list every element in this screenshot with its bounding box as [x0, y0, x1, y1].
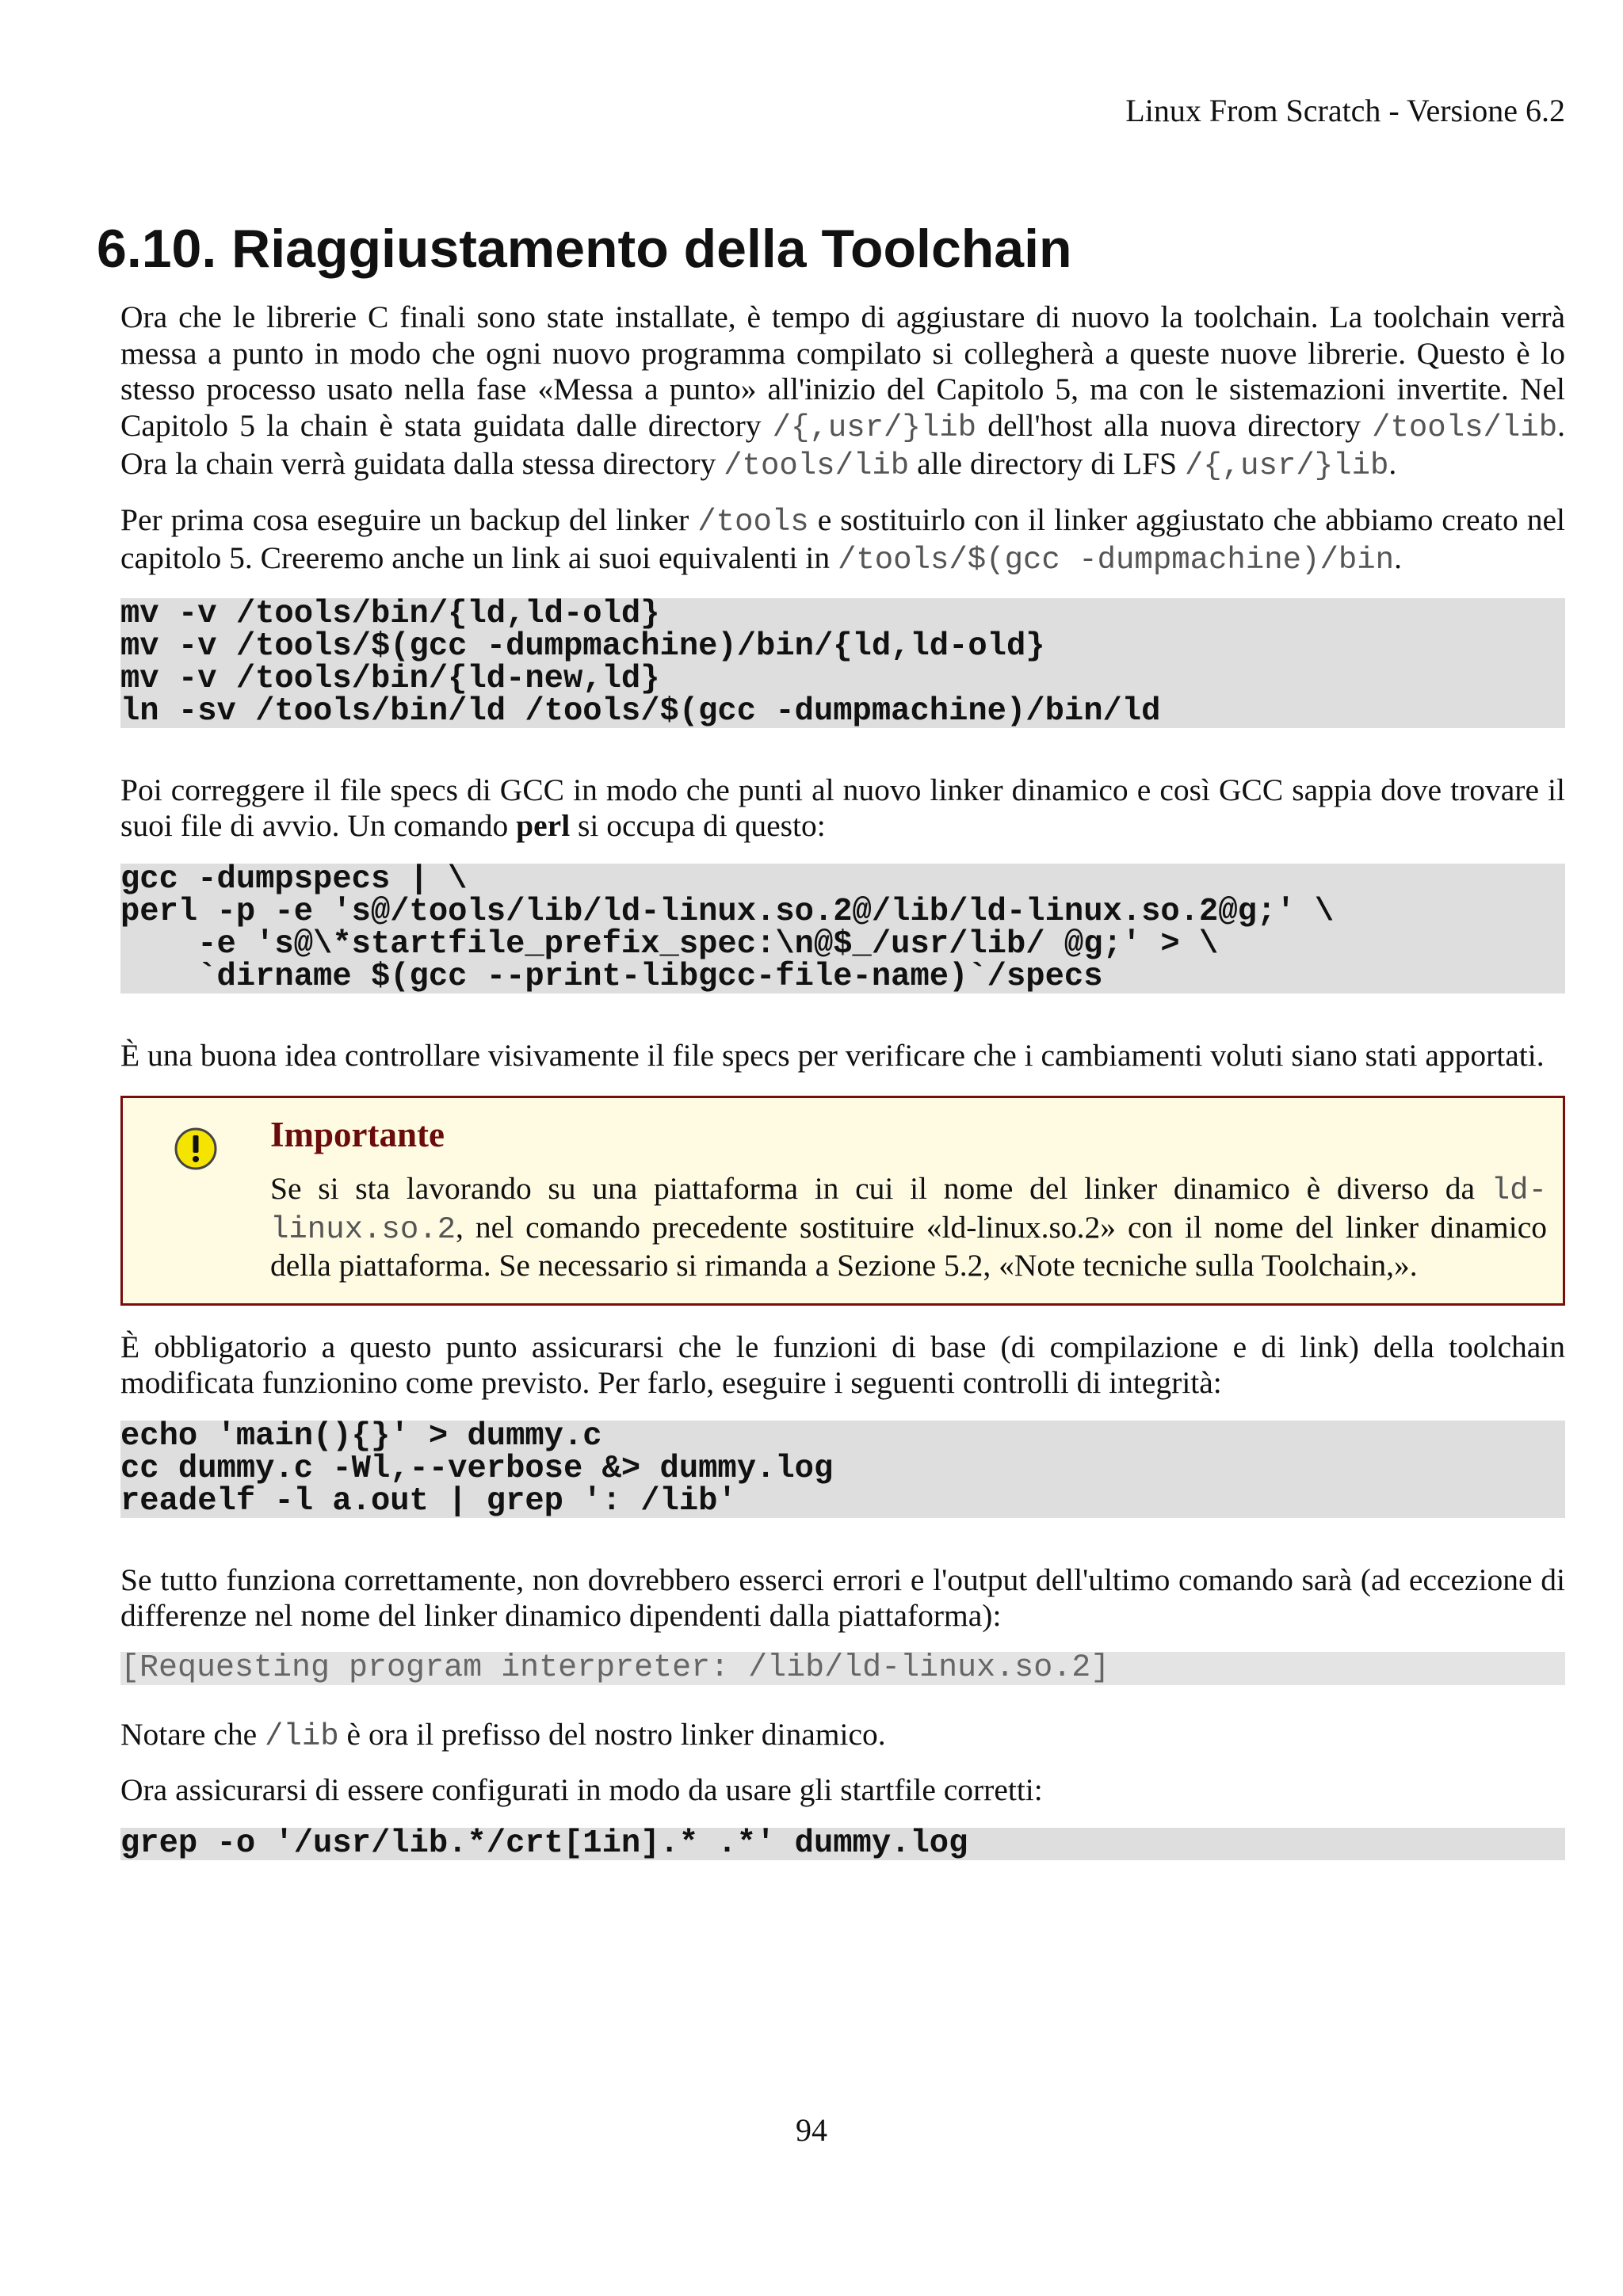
sanity-check-paragraph: È obbligatorio a questo punto assicurarsi che le funzioni di base (di compilazione e di link) della toolchain modificata funzionino come previsto. Per farlo, eseguire i seguenti controlli di integrità: [120, 1329, 1565, 1400]
intro-paragraph: Ora che le librerie C finali sono state installate, è tempo di aggiustare di nuovo la toolchain. La toolchain verrà messa a punto in modo che ogni nuovo programma compilato si collegherà a queste nuove librerie. Questo è lo stesso processo usato nella fase «Messa a punto» all'inizio del Capitolo 5, ma con le sistemazioni invertite. Nel Capitolo 5 la chain è stata guidata dalle directory /{,usr/}lib dell'host alla nuova directory /tools/lib. Ora la chain verrà guidata dalla stessa directory /tools/lib alle directory di LFS /{,usr/}lib. [120, 299, 1566, 483]
important-text: Se si sta lavorando su una piattaforma in cui il nome del linker dinamico è diverso da ld-linux.so.2, nel comando precedente sostituire «ld-linux.so.2» con il nome del linker dinamico della piattaforma. Se necessario si rimanda a Sezione 5.2, «Note tecniche sulla Toolchain,». [270, 1171, 1547, 1283]
code-line: gcc -dumpspecs | \ [120, 860, 468, 898]
prefix-note-paragraph: Notare che /lib è ora il prefisso del nostro linker dinamico. [120, 1716, 886, 1754]
code-block-startfiles[interactable] [120, 1825, 1565, 1862]
code-block-specs[interactable] [120, 860, 1565, 995]
code-line: ln -sv /tools/bin/ld /tools/$(gcc -dumpmachine)/bin/ld [120, 692, 1161, 730]
code-line: cc dummy.c -Wl,--verbose &> dummy.log [120, 1450, 834, 1487]
startfiles-paragraph: Ora assicurarsi di essere configurati in modo da usare gli startfile corretti: [120, 1772, 1043, 1807]
path-literal: /{,usr/}lib [772, 410, 977, 445]
path-literal: /tools [697, 504, 809, 540]
code-line: grep -o '/usr/lib.*/crt[1in].* .*' dummy.log [120, 1825, 968, 1862]
code-line: -e 's@\*startfile_prefix_spec:\n@$_/usr/lib/ @g;' > \ [120, 925, 1219, 963]
code-line: echo 'main(){}' > dummy.c [120, 1417, 602, 1455]
section-title: 6.10. Riaggiustamento della Toolchain [97, 219, 1072, 279]
code-line: mv -v /tools/bin/{ld,ld-old} [120, 595, 660, 632]
code-line: mv -v /tools/bin/{ld-new,ld} [120, 660, 660, 697]
code-block-linker-backup[interactable] [120, 595, 1565, 730]
code-line: `dirname $(gcc --print-libgcc-file-name)`/specs [120, 958, 1103, 995]
important-box [120, 1096, 1565, 1306]
library-literal: ld-linux.so.2 [270, 1173, 1547, 1247]
path-literal: /tools/lib [724, 448, 910, 483]
path-literal: /{,usr/}lib [1184, 448, 1389, 483]
command-name: perl [516, 808, 571, 843]
path-literal: /lib [265, 1718, 339, 1754]
warning-icon [174, 1127, 218, 1171]
path-literal: /tools/$(gcc -dumpmachine)/bin [837, 543, 1395, 578]
output-block: [Requesting program interpreter: /lib/ld-linux.so.2] [120, 1652, 1565, 1685]
code-line: readelf -l a.out | grep ': /lib' [120, 1482, 737, 1520]
page-number: 94 [796, 2112, 827, 2148]
code-block-sanity-check[interactable] [120, 1417, 1565, 1520]
check-specs-paragraph: È una buona idea controllare visivamente il file specs per verificare che i cambiamenti voluti siano stati apportati. [120, 1037, 1545, 1073]
specs-paragraph: Poi correggere il file specs di GCC in modo che punti al nuovo linker dinamico e così GCC sappia dove trovare il suoi file di avvio. Un comando perl si occupa di questo: [120, 772, 1565, 843]
code-line: mv -v /tools/$(gcc -dumpmachine)/bin/{ld,ld-old} [120, 627, 1045, 665]
important-title: Importante [270, 1115, 445, 1154]
expected-output-paragraph: Se tutto funziona correttamente, non dovrebbero esserci errori e l'output dell'ultimo comando sarà (ad eccezione di differenze nel nome del linker dinamico dipendenti dalla piattaforma): [120, 1562, 1565, 1633]
main-content [120, 299, 1565, 1860]
running-header: Linux From Scratch - Versione 6.2 [1125, 93, 1565, 128]
backup-paragraph: Per prima cosa eseguire un backup del linker /tools e sostituirlo con il linker aggiustato che abbiamo creato nel capitolo 5. Creeremo anche un link ai suoi equivalenti in /tools/$(gcc -dumpmachine)/bin. [120, 502, 1565, 578]
code-line: perl -p -e 's@/tools/lib/ld-linux.so.2@/lib/ld-linux.so.2@g;' \ [120, 893, 1335, 930]
path-literal: /tools/lib [1372, 410, 1558, 445]
